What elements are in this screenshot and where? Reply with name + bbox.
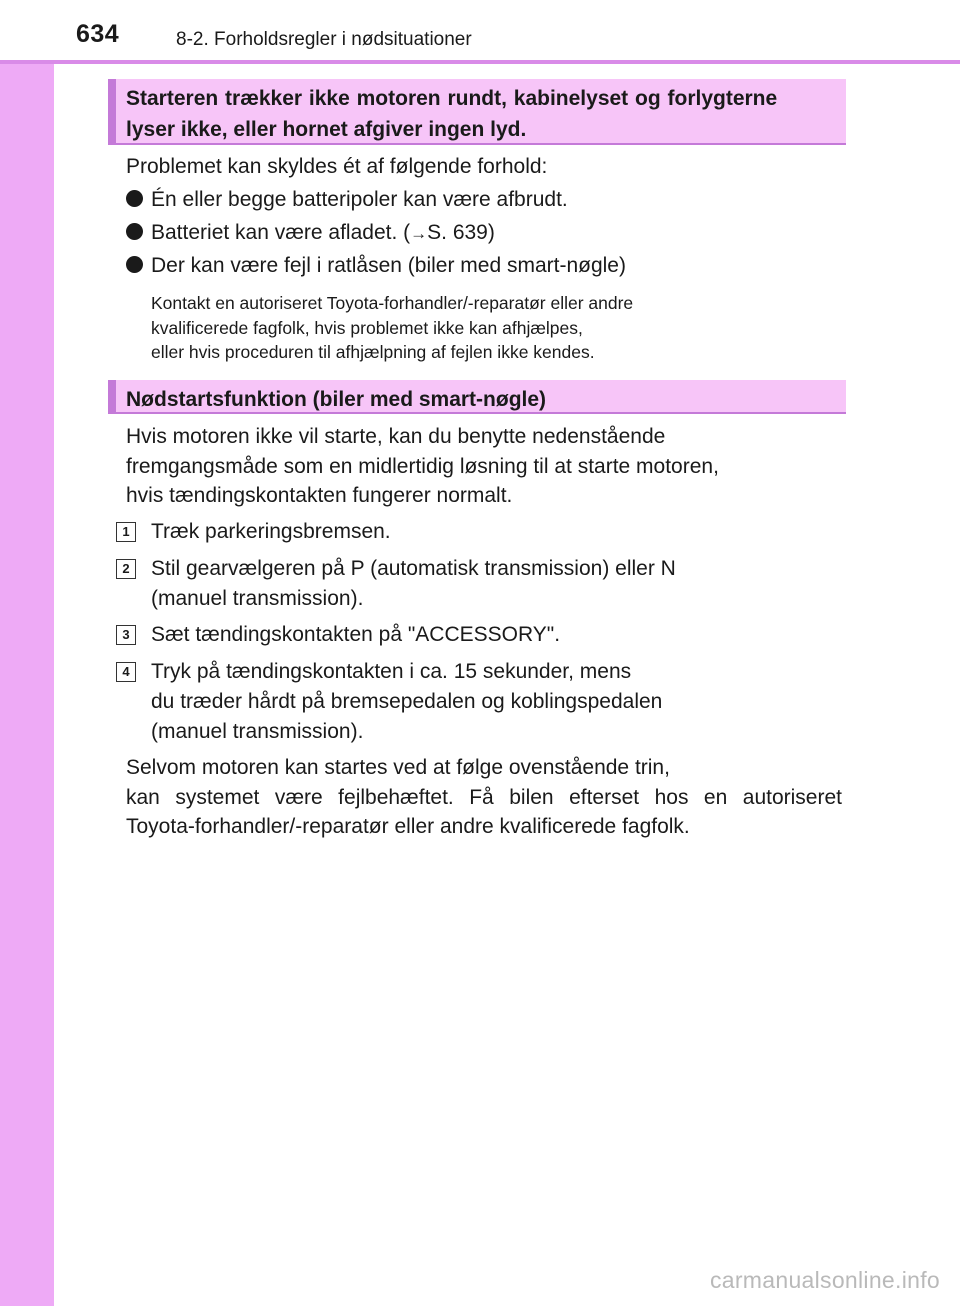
cause-intro: Problemet kan skyldes ét af følgende forhold: — [126, 155, 548, 178]
heading-starter-problem — [108, 79, 846, 145]
note-line: Kontakt en autoriseret Toyota-forhandler/-reparatør eller andre — [151, 293, 634, 313]
step-line: Træk parkeringsbremsen. — [151, 520, 391, 543]
section-title: 8-2. Forholdsregler i nødsituationer — [176, 29, 472, 50]
bullet-dot — [126, 223, 143, 240]
bullet-text: Der kan være fejl i ratlåsen (biler med smart-nøgle) — [151, 254, 626, 277]
advice-note — [151, 291, 791, 365]
bullet-item-1 — [126, 185, 568, 215]
reference-arrow-icon: → — [410, 224, 428, 243]
bullet-dot — [126, 190, 143, 207]
step-1 — [151, 517, 841, 547]
closing-line: kan systemet være fejlbehæftet. Få bilen efterset hos en autoriseret — [126, 785, 842, 809]
header-band — [0, 0, 960, 60]
intro-line: hvis tændingskontakten fungerer normalt. — [126, 484, 513, 507]
header-divider — [0, 60, 960, 64]
page-number: 634 — [76, 20, 120, 48]
heading-line-1-text: Starteren trækker ikke motoren rundt, kabinelyset og forlygterne — [126, 87, 778, 110]
bullet-text: Én eller begge batteripoler kan være afbrudt. — [151, 188, 568, 211]
note-line: kvalificerede fagfolk, hvis problemet ikke kan afhjælpes, — [151, 317, 583, 338]
bullet-text: Batteriet kan være afladet. ( — [151, 221, 411, 244]
step-number-2: 2 — [116, 559, 136, 579]
step-line: Tryk på tændingskontakten i ca. 15 sekunder, mens — [151, 660, 632, 683]
step-line: Stil gearvælgeren på P (automatisk transmission) eller N — [151, 557, 676, 580]
watermark: carmanualsonline.info — [709, 1267, 940, 1293]
heading-line-1 — [126, 83, 836, 114]
closing-line: Toyota-forhandler/-reparatør eller andre kvalificerede fagfolk. — [126, 815, 690, 838]
intro-line: fremgangsmåde som en midlertidig løsning til at starte motoren, — [126, 454, 719, 478]
bullet-dot — [126, 256, 143, 273]
bullet-item-2 — [126, 218, 495, 249]
step-number-1: 1 — [116, 522, 136, 542]
step-2 — [151, 554, 841, 614]
step-line: Sæt tændingskontakten på "ACCESSORY". — [151, 623, 561, 646]
bullet-item-3 — [126, 251, 626, 281]
step-line: du træder hårdt på bremsepedalen og koblingspedalen — [151, 690, 663, 713]
closing-line: Selvom motoren kan startes ved at følge ovenstående trin, — [126, 756, 670, 779]
heading-line-2: lyser ikke, eller hornet afgiver ingen lyd. — [126, 118, 527, 141]
emergency-intro — [126, 422, 842, 511]
intro-line: Hvis motoren ikke vil starte, kan du benytte nedenstående — [126, 425, 666, 448]
heading-emergency-start: Nødstartsfunktion (biler med smart-nøgle) — [108, 380, 846, 414]
step-3 — [151, 620, 841, 650]
note-line: eller hvis proceduren til afhjælpning af fejlen ikke kendes. — [151, 342, 595, 362]
step-4 — [151, 657, 841, 747]
step-number-3: 3 — [116, 625, 136, 645]
step-line: (manuel transmission). — [151, 720, 364, 743]
step-number-4: 4 — [116, 662, 136, 682]
page-reference[interactable]: S. 639) — [427, 221, 495, 244]
closing-paragraph — [126, 753, 842, 842]
side-color-bar — [0, 0, 54, 1306]
step-line: (manuel transmission). — [151, 587, 364, 610]
